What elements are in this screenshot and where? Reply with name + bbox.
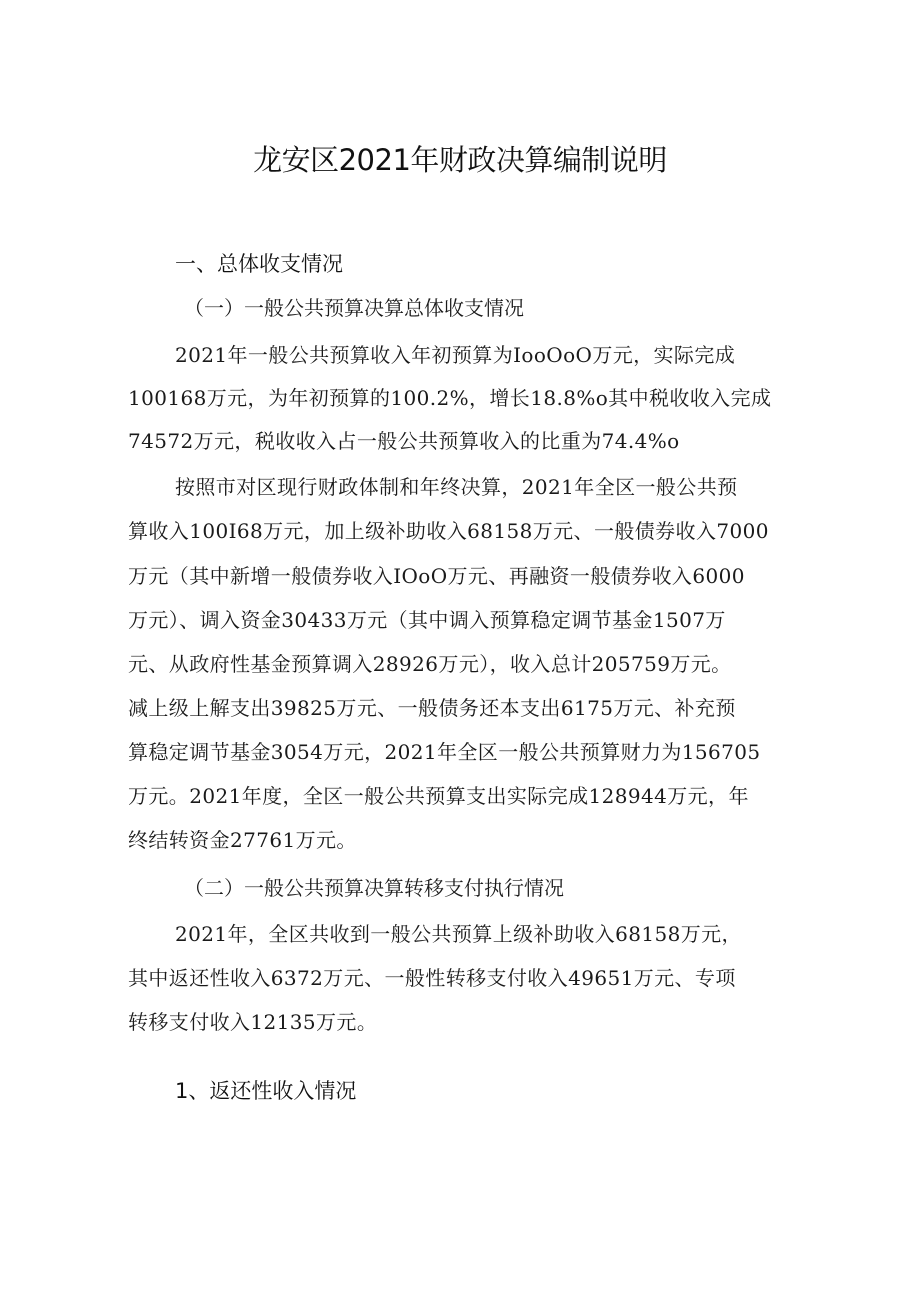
paragraph-line: 74572万元，税收收入占一般公共预算收入的比重为74.4%o [128,429,680,453]
paragraph-line: 万元。2021年度，全区一般公共预算支出实际完成128944万元，年 [128,784,749,808]
paragraph-line: 万元（其中新增一般债券收入IOoO万元、再融资一般债券收入6000 [128,564,745,588]
paragraph-line: 算稳定调节基金3054万元，2021年全区一般公共预算财力为156705 [128,740,761,764]
section-heading-overall: 一、总体收支情况 [175,252,343,276]
subsection-heading-general-budget: （一）一般公共预算决算总体收支情况 [184,296,524,320]
paragraph-line: 2021年，全区共收到一般公共预算上级补助收入68158万元， [175,922,742,946]
paragraph-line: 其中返还性收入6372万元、一般性转移支付收入49651万元、专项 [128,966,736,990]
paragraph-line: 算收入100I68万元，加上级补助收入68158万元、一般债券收入7000 [128,519,769,543]
paragraph-line: 100168万元，为年初预算的100.2%，增长18.8%o其中税收收入完成 [128,386,772,410]
document-title: 龙安区2021年财政决算编制说明 [253,143,667,177]
section-heading-returned-income: 1、返还性收入情况 [175,1079,357,1103]
paragraph-line: 终结转资金27761万元。 [128,828,357,852]
paragraph-line: 元、从政府性基金预算调入28926万元），收入总计205759万元。 [128,652,732,676]
paragraph-line: 转移支付收入12135万元。 [128,1010,378,1034]
paragraph-line: 按照市对区现行财政体制和年终决算，2021年全区一般公共预 [175,475,738,499]
paragraph-line: 减上级上解支出39825万元、一般债务还本支出6175万元、补充预 [128,696,736,720]
paragraph-line: 2021年一般公共预算收入年初预算为IooOoO万元，实际完成 [175,343,736,367]
subsection-heading-transfer-payments: （二）一般公共预算决算转移支付执行情况 [184,876,564,900]
paragraph-line: 万元）、调入资金30433万元（其中调入预算稳定调节基金1507万 [128,608,726,632]
